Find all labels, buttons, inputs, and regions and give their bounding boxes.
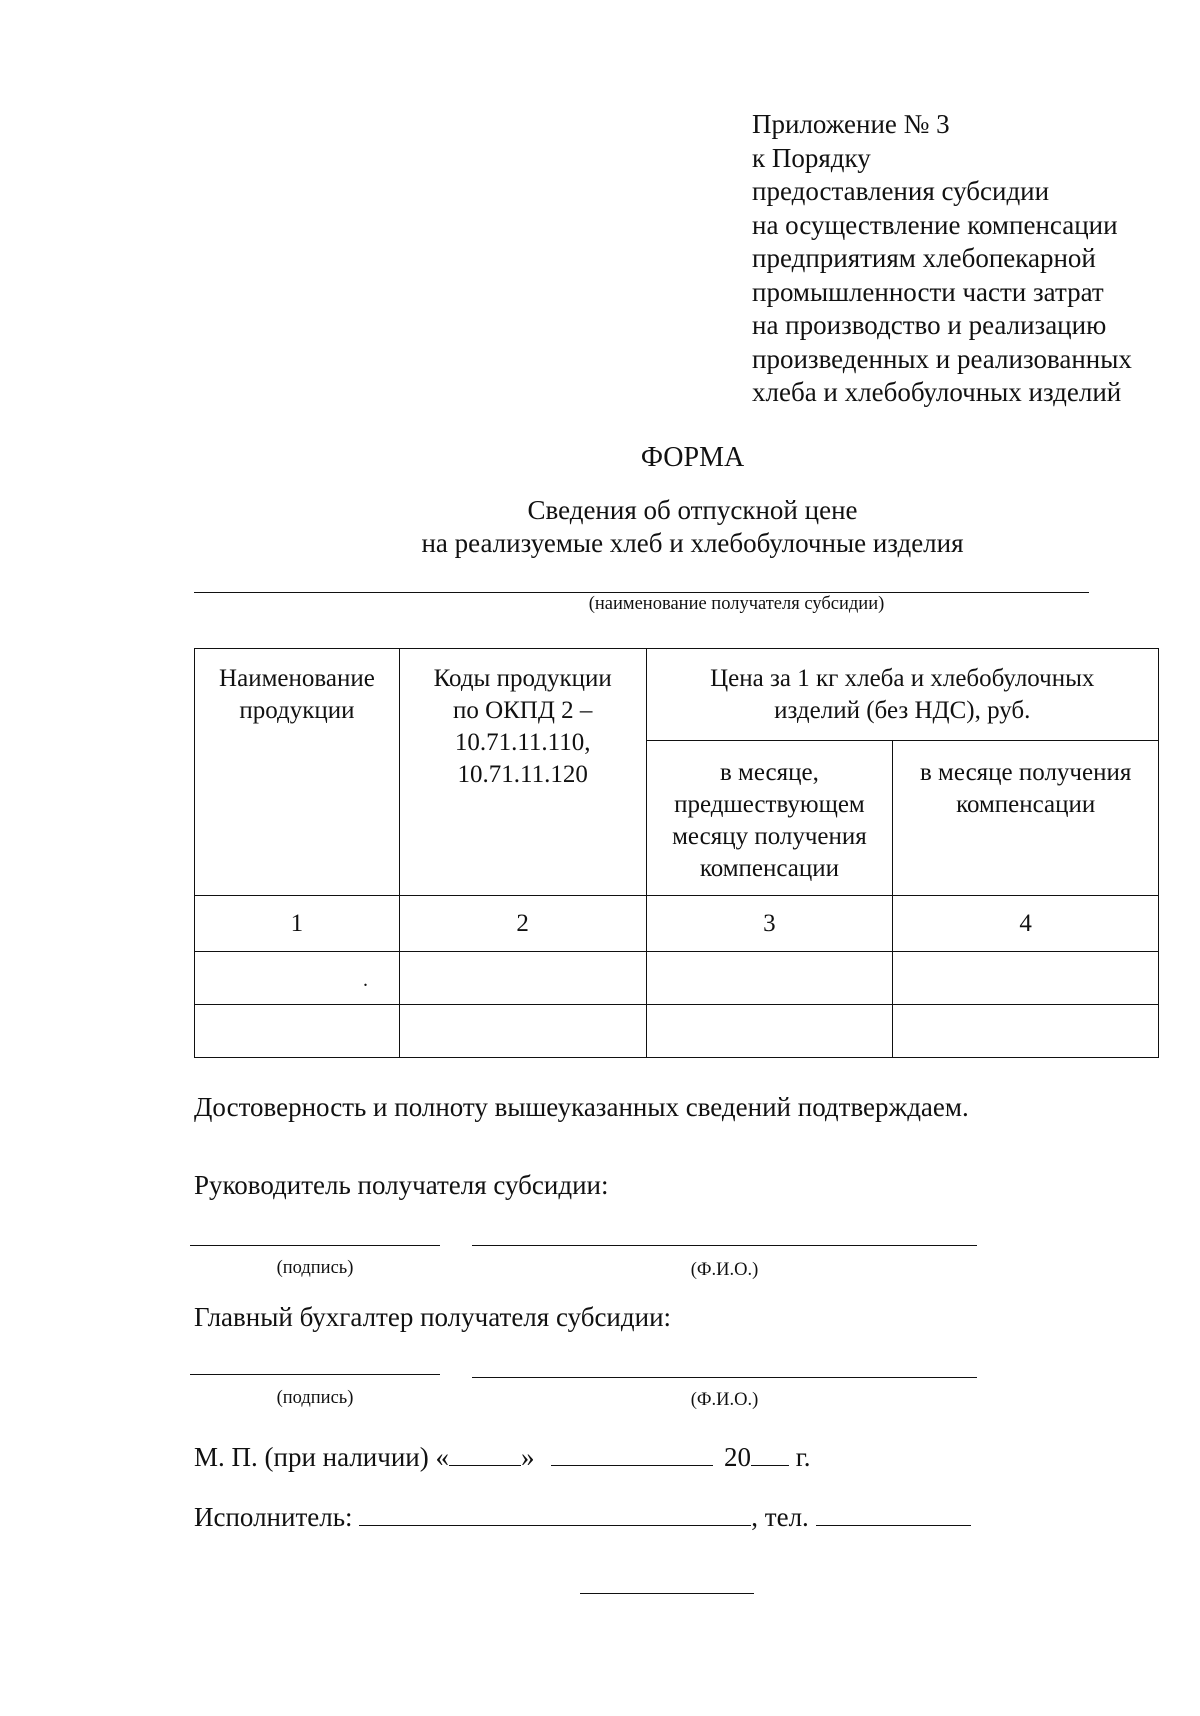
header-text: предшествующем [674, 791, 865, 818]
accountant-fio-line [472, 1377, 977, 1378]
header-cell-okpd-codes [399, 649, 646, 896]
header-text: 10.71.11.120 [457, 761, 588, 788]
year-suffix: г. [795, 1442, 811, 1472]
appendix-line: предоставления субсидии [752, 176, 1050, 206]
head-label: Руководитель получателя субсидии: [194, 1170, 609, 1200]
table-cell [893, 952, 1159, 1005]
table-cell [646, 952, 893, 1005]
price-table [194, 648, 1159, 1058]
header-cell-prev-month [646, 741, 893, 896]
appendix-line: произведенных и реализованных [752, 343, 1132, 374]
executor-blank [359, 1503, 751, 1526]
appendix-line: на осуществление компенсации [752, 209, 1118, 240]
head-fio-line [472, 1245, 977, 1246]
header-text: компенсации [956, 791, 1096, 818]
header-text: Наименование [219, 665, 375, 692]
accountant-fio-caption: (Ф.И.О.) [690, 1390, 759, 1410]
header-text: Цена за 1 кг хлеба и хлебобулочных [710, 665, 1095, 692]
header-text: Коды продукции [433, 665, 612, 692]
day-blank [449, 1443, 521, 1466]
table-cell [399, 952, 646, 1005]
head-signature-line [190, 1245, 440, 1246]
header-text: месяцу получения [672, 823, 867, 850]
header-cell-current-month [893, 741, 1159, 896]
title-line-2: на реализуемые хлеб и хлебобулочные изделия [421, 528, 964, 558]
year-blank [751, 1443, 789, 1466]
table-cell [195, 952, 400, 1005]
stamp-prefix: М. П. (при наличии) « [194, 1442, 449, 1472]
confirmation-text: Достоверность и полноту вышеуказанных сведений подтверждаем. [194, 1092, 969, 1122]
form-label: ФОРМА [640, 442, 745, 473]
header-text: в месяце, [719, 759, 819, 786]
head-signature-caption: (подпись) [276, 1258, 354, 1278]
accountant-signature-line [190, 1374, 440, 1375]
table-cell [195, 1005, 400, 1058]
appendix-line: предприятиям хлебопекарной [752, 243, 1096, 273]
phone-label: , тел. [751, 1502, 809, 1532]
appendix-line: хлеба и хлебобулочных изделий [752, 377, 1122, 407]
header-text: изделий (без НДС), руб. [774, 697, 1031, 724]
stamp-quote-close: » [520, 1442, 535, 1472]
recipient-caption: (наименование получателя субсидии) [588, 594, 885, 614]
table-cell [399, 1005, 646, 1058]
accountant-signature-caption: (подпись) [276, 1388, 354, 1408]
table-cell [893, 1005, 1159, 1058]
header-cell-price [646, 649, 1158, 741]
table-cell [646, 1005, 893, 1058]
executor-label: Исполнитель: [194, 1502, 353, 1532]
column-number-cell: 4 [893, 896, 1159, 952]
header-text: продукции [239, 697, 355, 724]
phone-blank [816, 1503, 971, 1526]
bottom-separator [580, 1593, 754, 1594]
column-number-cell: 1 [195, 896, 400, 952]
head-fio-caption: (Ф.И.О.) [690, 1260, 759, 1280]
column-number-cell: 3 [646, 896, 893, 952]
appendix-block [752, 108, 1132, 410]
header-text: по ОКПД 2 – [452, 697, 593, 724]
header-text: 10.71.11.110, [454, 729, 591, 756]
stray-mark: . [363, 969, 368, 991]
executor-line [194, 1502, 971, 1533]
title-line-1: Сведения об отпускной цене [527, 495, 858, 525]
column-number-cell: 2 [399, 896, 646, 952]
stamp-line [194, 1442, 811, 1473]
month-blank [551, 1443, 713, 1466]
header-text: в месяце получения [919, 759, 1132, 786]
appendix-line: к Порядку [752, 142, 871, 173]
header-cell-product-name [195, 649, 400, 896]
year-prefix: 20 [723, 1442, 751, 1472]
appendix-line: на производство и реализацию [752, 310, 1107, 340]
accountant-label: Главный бухгалтер получателя субсидии: [194, 1302, 672, 1332]
appendix-line: Приложение № 3 [752, 109, 950, 139]
recipient-name-line [194, 592, 1089, 593]
appendix-line: промышленности части затрат [752, 276, 1104, 307]
header-text: компенсации [699, 855, 840, 882]
